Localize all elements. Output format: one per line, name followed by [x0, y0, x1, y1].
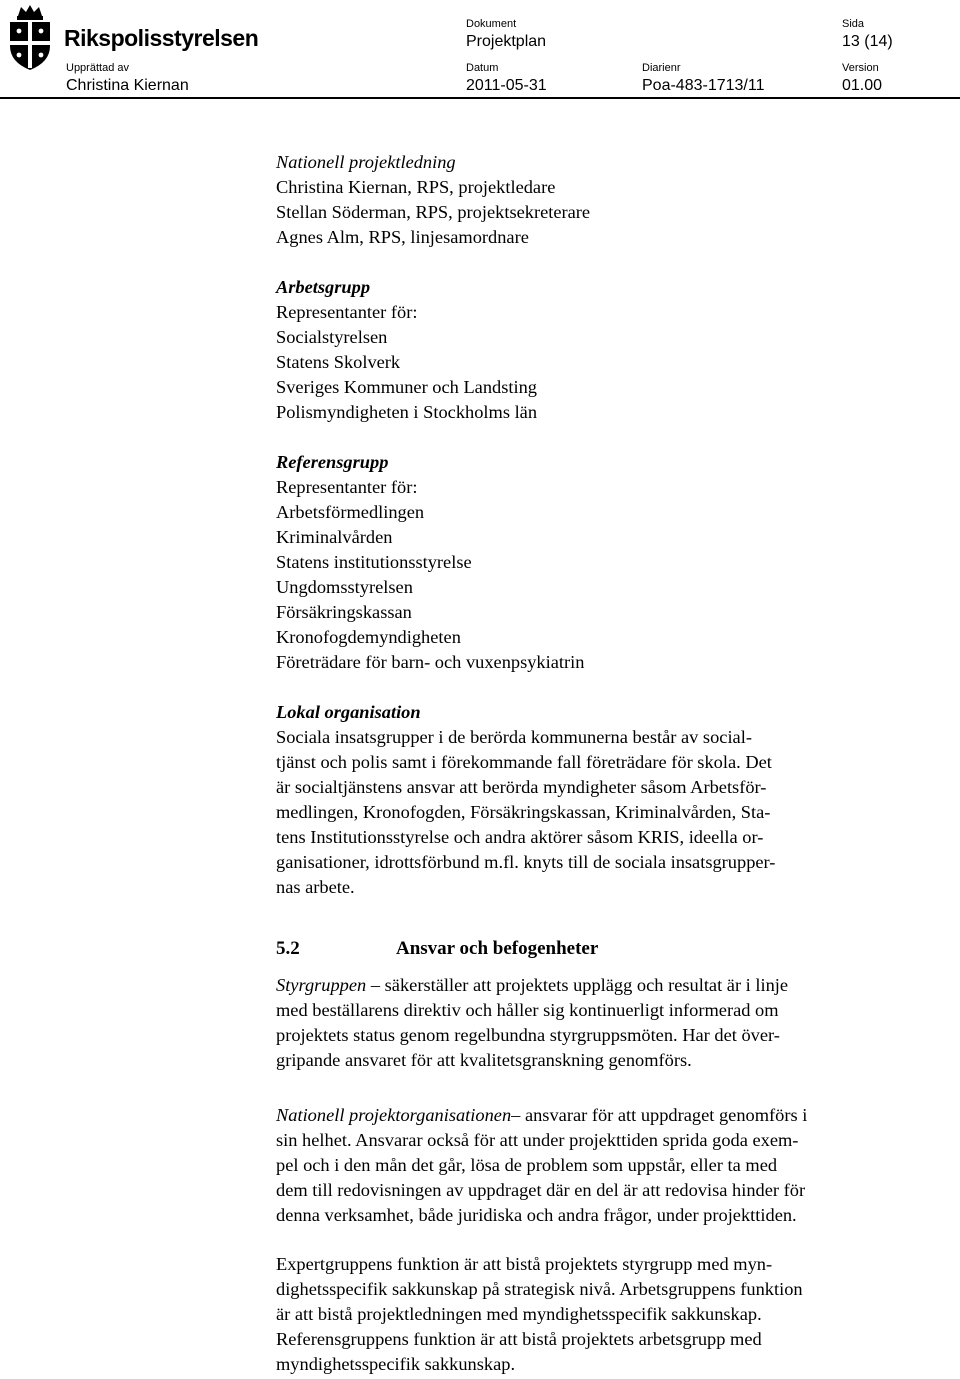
body-line: är socialtjänstens ansvar att berörda myndigheter såsom Arbetsför-: [276, 777, 767, 797]
dokument-label: Dokument: [466, 18, 517, 30]
body-line: Statens institutionsstyrelse: [276, 552, 472, 572]
datum-value: 2011-05-31: [466, 77, 547, 94]
arbetsgrupp-heading: Arbetsgrupp: [276, 277, 371, 297]
body-line: tjänst och polis samt i förekommande fall företrädare för skola. Det: [276, 752, 772, 772]
body-line: Ungdomsstyrelsen: [276, 577, 413, 597]
body-line: gripande ansvaret för att kvalitetsgranskning genomförs.: [276, 1050, 692, 1070]
body-line: Företrädare för barn- och vuxenpsykiatrin: [276, 652, 585, 672]
body-line: Expertgruppens funktion är att bistå projektets styrgrupp med myn-: [276, 1254, 773, 1274]
body-line: tens Institutionsstyrelse och andra aktörer såsom KRIS, ideella or-: [276, 827, 764, 847]
datum-label: Datum: [466, 62, 499, 74]
body-line: ganisationer, idrottsförbund m.fl. knyts till de sociala insatsgrupper-: [276, 852, 776, 872]
header-divider: [0, 97, 960, 99]
body-line: – ansvarar för att uppdraget genomförs i: [511, 1105, 808, 1125]
expertgrupp-paragraph: [276, 1252, 916, 1377]
body-line: – säkerställer att projektets upplägg och resultat är i linje: [366, 975, 789, 995]
body-line: med beställarens direktiv och håller sig kontinuerligt informerad om: [276, 1000, 779, 1020]
body-line: sin helhet. Ansvarar också för att under projekttiden sprida goda exem-: [276, 1130, 799, 1150]
section-number: 5.2: [276, 938, 300, 959]
styrgruppen-lead: Styrgruppen: [276, 975, 367, 995]
nationell-projektledning-block: [276, 150, 916, 250]
body-line: projektets status genom regelbundna styrgruppsmöten. Har det över-: [276, 1025, 780, 1045]
body-line: pel och i den mån det går, lösa de problem som uppstår, eller ta med: [276, 1155, 778, 1175]
body-line: Socialstyrelsen: [276, 327, 388, 347]
diarienr-value: Poa-483-1713/11: [642, 77, 765, 94]
nationell-projektorganisation-paragraph: [276, 1103, 916, 1228]
version-value: 01.00: [842, 77, 883, 94]
body-line: dighetsspecifik sakkunskap på strategisk nivå. Arbetsgruppens funktion: [276, 1279, 803, 1299]
version-label: Version: [842, 62, 879, 74]
lokal-organisation-block: [276, 700, 916, 900]
document-header: [0, 0, 960, 100]
body-line: Kriminalvården: [276, 527, 393, 547]
referensgrupp-block: [276, 450, 916, 675]
diarienr-label: Diarienr: [642, 62, 681, 74]
section-heading: [276, 936, 916, 961]
body-line: Sociala insatsgrupper i de berörda kommunerna består av social-: [276, 727, 752, 747]
body-line: Sveriges Kommuner och Landsting: [276, 377, 537, 397]
arbetsgrupp-block: [276, 275, 916, 425]
body-line: Representanter för:: [276, 302, 418, 322]
referensgrupp-heading: Referensgrupp: [276, 452, 389, 472]
body-line: nas arbete.: [276, 877, 355, 897]
nationell-org-lead: Nationell projektorganisationen: [276, 1105, 512, 1125]
body-line: är att bistå projektledningen med myndighetsspecifik sakkunskap.: [276, 1304, 762, 1324]
body-line: Polismyndigheten i Stockholms län: [276, 402, 538, 422]
styrgruppen-paragraph: [276, 973, 916, 1073]
dokument-value: Projektplan: [466, 33, 547, 50]
sida-label: Sida: [842, 18, 865, 30]
sida-value: 13 (14): [842, 33, 893, 50]
crest-icon: [4, 2, 56, 72]
brand-name: Rikspolisstyrelsen: [64, 25, 259, 51]
upprattad-value: Christina Kiernan: [66, 77, 189, 94]
body-line: Stellan Söderman, RPS, projektsekreterare: [276, 202, 591, 222]
body-line: dem till redovisningen av uppdraget där en del är att redovisa hinder för: [276, 1180, 806, 1200]
body-line: medlingen, Kronofogden, Försäkringskassan, Kriminalvården, Sta-: [276, 802, 771, 822]
body-line: Kronofogdemyndigheten: [276, 627, 461, 647]
lokal-organisation-heading: Lokal organisation: [276, 702, 421, 722]
body-line: Christina Kiernan, RPS, projektledare: [276, 177, 556, 197]
body-line: Representanter för:: [276, 477, 418, 497]
section-title: Ansvar och befogenheter: [396, 938, 599, 959]
body-line: Referensgruppens funktion är att bistå projektets arbetsgrupp med: [276, 1329, 762, 1349]
page-content: [276, 150, 916, 1377]
body-line: Arbetsförmedlingen: [276, 502, 425, 522]
nationell-projektledning-heading: Nationell projektledning: [276, 152, 456, 172]
body-line: Agnes Alm, RPS, linjesamordnare: [276, 227, 529, 247]
body-line: Statens Skolverk: [276, 352, 401, 372]
body-line: myndighetsspecifik sakkunskap.: [276, 1354, 516, 1374]
body-line: denna verksamhet, både juridiska och andra frågor, under projekttiden.: [276, 1205, 797, 1225]
body-line: Försäkringskassan: [276, 602, 412, 622]
upprattad-label: Upprättad av: [66, 62, 129, 74]
